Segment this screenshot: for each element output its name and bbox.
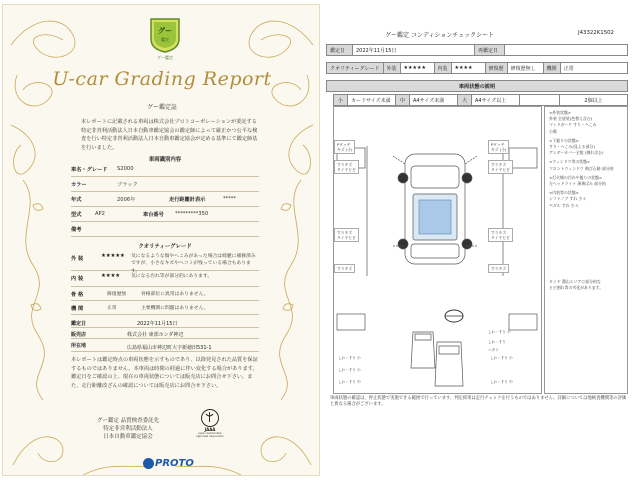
sheet-frame-label: 修復歴 bbox=[485, 63, 507, 74]
tag-rear-right: すりキズ bbox=[488, 264, 509, 273]
sheet-exterior-stars: ★★★★★ bbox=[400, 63, 434, 74]
engine-label: 機 関 bbox=[71, 306, 84, 312]
proto-brand: PROTO bbox=[155, 458, 194, 469]
sheet-engine-label: 機関 bbox=[543, 63, 560, 74]
exterior-description: 気になるような傷やへこみがあった場合は綺麗に補修済みですが、小さなキズやヘコミが残っている場合もあります。 bbox=[131, 254, 256, 274]
sheet-quality-label: クオリティーグレード bbox=[327, 63, 384, 74]
status-title: 車両状態の説明 bbox=[327, 81, 628, 92]
remarks-label: 備考 bbox=[71, 227, 82, 233]
condition-legend bbox=[544, 106, 628, 394]
frame-label: 骨 格 bbox=[71, 292, 84, 298]
date-value: 2022年11月15日 bbox=[137, 320, 178, 327]
vehicle-row-model-code bbox=[71, 207, 259, 222]
address-row bbox=[71, 339, 259, 352]
check-sheet-code: J43322K1502 bbox=[578, 30, 614, 36]
part-row-frame bbox=[71, 287, 259, 301]
vehicle-row-year bbox=[71, 192, 259, 207]
sheet-interior-stars: ★★★★ bbox=[451, 63, 485, 74]
tag-mid-left-lower: すりキズ タイヤヒビ bbox=[334, 228, 359, 242]
goo-appraisal-badge bbox=[149, 17, 181, 53]
size-legend-table bbox=[333, 94, 628, 106]
year-label: 年式 bbox=[71, 197, 82, 203]
tag-rear-left: すりキズ bbox=[334, 264, 355, 273]
vehicle-section-title: 車両識別内容 bbox=[148, 157, 182, 163]
jaaa-text: JAAA bbox=[204, 427, 216, 432]
proto-logo-icon bbox=[143, 458, 154, 469]
date-row bbox=[71, 317, 259, 328]
legend-item-window: <ウィンドウ等の状態> フロントウィンドウ 飛び石跡 部分的 bbox=[549, 159, 614, 171]
dealer-row bbox=[71, 328, 259, 339]
sheet-footnote: 車両状態の確認は、停止状態で実施できる範囲で行っています。判定結果は走行チェックを行うものではありません。詳細については他検査機関等の評価と異なる場合がございます。 bbox=[330, 396, 627, 408]
size-large-desc: A4サイズ以上 bbox=[472, 95, 520, 106]
legend-item-interior: <内装等の状態> シフトノブ すれ 少々 ペダル すれ 少々 bbox=[549, 190, 587, 208]
jaaa-subtext: Japan Automobile Appraisal Association bbox=[196, 432, 224, 439]
address-value: 広島県福山市神辺町大字新徳田531-1 bbox=[127, 345, 212, 351]
sheet-next-date-label: 再鑑定日 bbox=[475, 45, 505, 56]
color-value: ブラック bbox=[117, 182, 138, 188]
tag-front-right: Pタッチ キズ (小) bbox=[488, 140, 509, 154]
damage-right-1: しわ・すり 小 bbox=[490, 356, 513, 360]
legend-item-underbody: <下廻りの状態> すり・へこみ(見える部分) アンダーカバー全般 (割れ含む) bbox=[549, 137, 604, 156]
quality-grade-title: クオリティーグレード bbox=[138, 244, 192, 250]
damage-center-2: ヘタリ bbox=[488, 348, 499, 352]
mileage-label: 走行距離計表示 bbox=[169, 197, 206, 203]
check-sheet-title: グー鑑定 コンディションチェックシート bbox=[385, 32, 495, 39]
vehicle-row-color bbox=[71, 177, 259, 192]
model-grade-value: S2000 bbox=[117, 166, 134, 172]
sheet-exterior-label: 外装 bbox=[383, 63, 400, 74]
dealer-value: 株式会社 東部ホンダ神辺 bbox=[127, 331, 184, 338]
issuer-line-1: グー鑑定 品質検査委託先 bbox=[96, 418, 160, 424]
damage-right-3: しわ・すり 小 bbox=[488, 330, 511, 334]
damage-left-1: しわ・すり 小 bbox=[338, 356, 361, 360]
tag-front-left: Pタッチ キズ (小) bbox=[334, 140, 355, 154]
chassis-label: 車台番号 bbox=[143, 212, 164, 218]
car-diagram bbox=[333, 106, 542, 394]
color-label: カラー bbox=[71, 182, 87, 188]
grading-certificate bbox=[2, 4, 320, 476]
engine-detail: 主要機関に問題はありません。 bbox=[141, 306, 209, 311]
sheet-date-label: 鑑定日 bbox=[327, 45, 353, 56]
quality-row-exterior bbox=[71, 251, 259, 274]
interior-stars: ★★★★ bbox=[101, 273, 120, 279]
frame-status: 修復歴無 bbox=[107, 292, 127, 297]
tag-mid-left-upper: すりキズ タイヤヒビ bbox=[334, 160, 359, 174]
size-small-desc: カードサイズ未満 bbox=[348, 95, 396, 106]
part-row-engine bbox=[71, 301, 259, 315]
year-value: 2006年 bbox=[117, 197, 136, 203]
address-label: 所在地 bbox=[71, 342, 87, 349]
size-medium-desc: A4サイズ未満 bbox=[410, 95, 458, 106]
issuer-line-2: 特定非営利活動法人 bbox=[103, 426, 153, 433]
size-multi-desc: 2個以上 bbox=[560, 95, 628, 106]
model-code-label: 型式 bbox=[71, 212, 82, 218]
model-grade-label: 車名・グレード bbox=[71, 167, 108, 173]
damage-right-2: しわ・すり 中 bbox=[490, 380, 513, 384]
damage-left-3: しわ・すり 小 bbox=[338, 368, 361, 372]
sheet-grade-table bbox=[326, 62, 628, 74]
dealer-label: 販売店 bbox=[71, 331, 87, 338]
sheet-interior-label: 内装 bbox=[434, 63, 451, 74]
legend-item-exterior: <外装状態> 外装 全塗装(色替え含む) マッドガード すり・へこみ 小傷 bbox=[549, 110, 597, 134]
grading-report-title: U-car Grading Report bbox=[52, 68, 272, 90]
legend-item-tires: タイヤ 溝山エリアに部分的な ヒビ割れ等の劣化があります。 bbox=[549, 278, 604, 291]
frame-detail: 骨格部位に異常はありません。 bbox=[141, 292, 209, 297]
sheet-engine-value: 正常 bbox=[560, 63, 627, 74]
chassis-value: *********350 bbox=[175, 211, 209, 217]
tag-mid-right-upper: すりキズ タイヤヒビ bbox=[488, 160, 513, 174]
date-label: 鑑定日 bbox=[71, 320, 87, 327]
model-code-value: AP2 bbox=[95, 211, 105, 217]
vehicle-row-remarks bbox=[71, 222, 259, 237]
size-medium-label: 中 bbox=[396, 95, 410, 106]
exterior-label: 外 装 bbox=[71, 256, 84, 262]
certificate-subtitle: グー鑑定証 bbox=[146, 104, 177, 111]
svg-text:鑑定: 鑑定 bbox=[161, 37, 169, 42]
vehicle-row-model bbox=[71, 162, 259, 177]
size-small-label: 小 bbox=[334, 95, 348, 106]
legend-item-lights: <灯火類の汚れや曇りの状態> 左ヘッドライト 薄黄ばみ 部分的 bbox=[549, 174, 606, 187]
sheet-frame-value: 修復歴無し bbox=[507, 63, 543, 74]
size-large-label: 大 bbox=[458, 95, 472, 106]
sheet-date-value: 2022年11月15日 bbox=[353, 45, 475, 56]
certificate-intro-text: 本レポートに記載される車両は株式会社プロトコーポレーションが委託する特定非営利活動法人日本自動車鑑定協会の鑑定師によって厳正かつ公平な検査を行い特定非営利活動法人日本自動車鑑定協会が定める基準にて鑑定師基を行いました。 bbox=[81, 119, 258, 151]
svg-text:グー: グー bbox=[158, 27, 172, 35]
damage-center-1: しわ・すり bbox=[488, 340, 506, 344]
quality-row-interior bbox=[71, 271, 259, 287]
jaaa-logo bbox=[195, 409, 225, 438]
interior-description: 気になる汚れ等が部分的にあります。 bbox=[131, 274, 213, 279]
interior-label: 内 装 bbox=[71, 276, 84, 282]
engine-status: 正常 bbox=[107, 306, 117, 311]
badge-text: グー鑑定 bbox=[157, 55, 173, 60]
size-blank-cell bbox=[520, 95, 560, 106]
certificate-notes: 本レポートは鑑定時点の車両状態を示すものであり、以降発見された品質を保証するものではありません。本車両は時間の経過に伴い変化する場合があります。鑑定日をご確認の上、現在の車両状態については販売店にお問合せ下さい。また、走行距離改ざんの確認については販売店にお問合せ下さい。 bbox=[71, 357, 258, 389]
issuer-block bbox=[73, 417, 183, 442]
damage-left-2: しわ・すり 中 bbox=[338, 380, 361, 384]
exterior-stars: ★★★★★ bbox=[101, 253, 125, 259]
status-title-table bbox=[326, 80, 628, 92]
jaaa-emblem-icon bbox=[201, 409, 219, 427]
mileage-value: ***** bbox=[223, 196, 236, 202]
sheet-date-table bbox=[326, 44, 628, 56]
tag-mid-right-lower: すりキズ タイヤヒビ bbox=[488, 228, 513, 242]
sheet-next-date-value bbox=[505, 45, 628, 56]
issuer-line-3: 日本自動車鑑定協会 bbox=[103, 434, 153, 441]
